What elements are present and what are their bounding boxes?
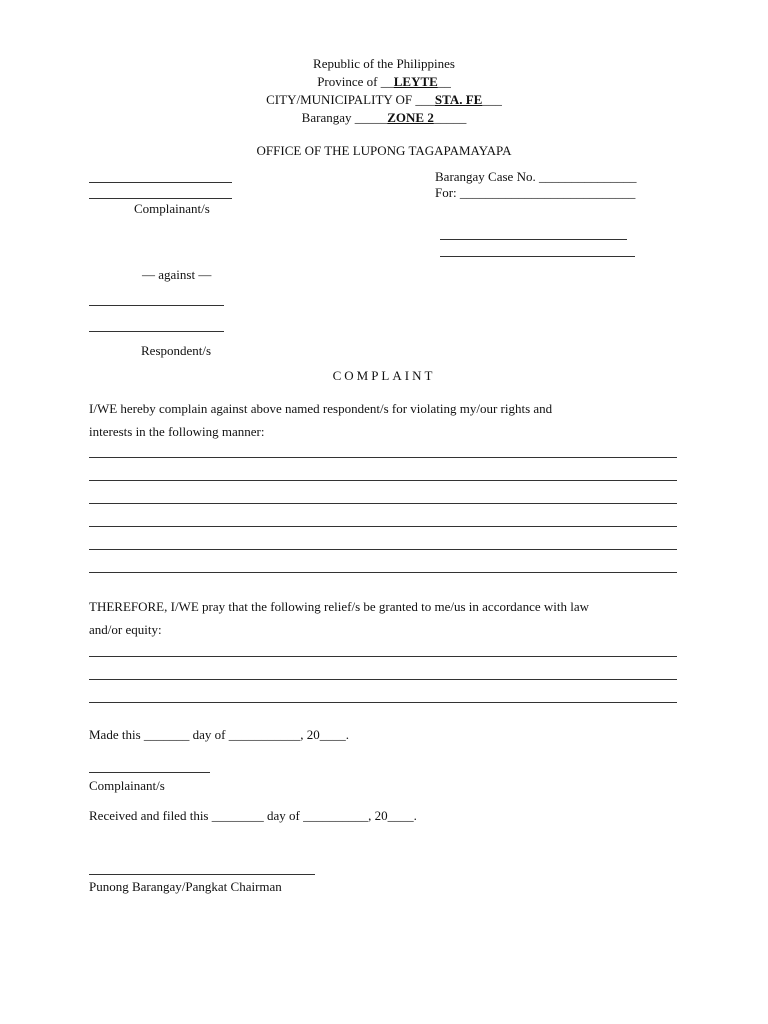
received-filed-line: Received and filed this ________ day of __________, 20____. — [89, 808, 417, 823]
complaint-blank-line — [89, 457, 677, 458]
barangay-value: ZONE 2 — [387, 110, 434, 125]
chairman-label: Punong Barangay/Pangkat Chairman — [89, 879, 282, 894]
made-this-line: Made this _______ day of ___________, 20____. — [89, 727, 349, 742]
case-for-label: For: ___________________________ — [435, 185, 636, 200]
against-label: — against — — [142, 267, 212, 282]
complaint-intro-line-1: I/WE hereby complain against above named respondent/s for violating my/our rights and — [89, 401, 553, 416]
relief-line-1: THEREFORE, I/WE pray that the following relief/s be granted to me/us in accordance with law — [89, 599, 589, 614]
respondent-line-1 — [89, 305, 224, 306]
complaint-blank-line — [89, 572, 677, 573]
case-for-line-1 — [440, 239, 627, 240]
complainant-signature-line — [89, 772, 210, 773]
city-value: STA. FE — [434, 92, 483, 107]
complaint-blank-line — [89, 480, 677, 481]
complaint-blank-line — [89, 526, 677, 527]
chairman-signature-line — [89, 874, 315, 875]
relief-blank-line — [89, 679, 677, 680]
barangay-prefix: Barangay _____ — [301, 110, 388, 125]
case-number-label: Barangay Case No. _______________ — [435, 169, 637, 184]
province-prefix: Province of __ — [317, 74, 394, 89]
relief-line-2: and/or equity: — [89, 622, 162, 637]
header-city — [0, 93, 768, 106]
case-for-line-2 — [440, 256, 635, 257]
header-republic: Republic of the Philippines — [313, 56, 455, 71]
header-barangay — [0, 111, 768, 124]
relief-blank-line — [89, 656, 677, 657]
complainant-line-1 — [89, 182, 232, 183]
complaint-title: COMPLAINT — [332, 368, 436, 383]
province-value: LEYTE — [393, 74, 438, 89]
province-suffix: __ — [437, 74, 451, 89]
office-title: OFFICE OF THE LUPONG TAGAPAMAYAPA — [256, 143, 512, 158]
complaint-blank-line — [89, 549, 677, 550]
complainant-line-2 — [89, 198, 232, 199]
respondent-label: Respondent/s — [141, 343, 212, 358]
complainant-signature-label: Complainant/s — [89, 778, 165, 793]
complaint-intro-line-2: interests in the following manner: — [89, 424, 265, 439]
respondent-line-2 — [89, 331, 224, 332]
relief-blank-line — [89, 702, 677, 703]
city-prefix: CITY/MUNICIPALITY OF ___ — [266, 92, 435, 107]
barangay-suffix: _____ — [433, 110, 467, 125]
complainant-label: Complainant/s — [134, 201, 210, 216]
city-suffix: ___ — [482, 92, 502, 107]
complaint-blank-line — [89, 503, 677, 504]
header-province — [0, 75, 768, 88]
